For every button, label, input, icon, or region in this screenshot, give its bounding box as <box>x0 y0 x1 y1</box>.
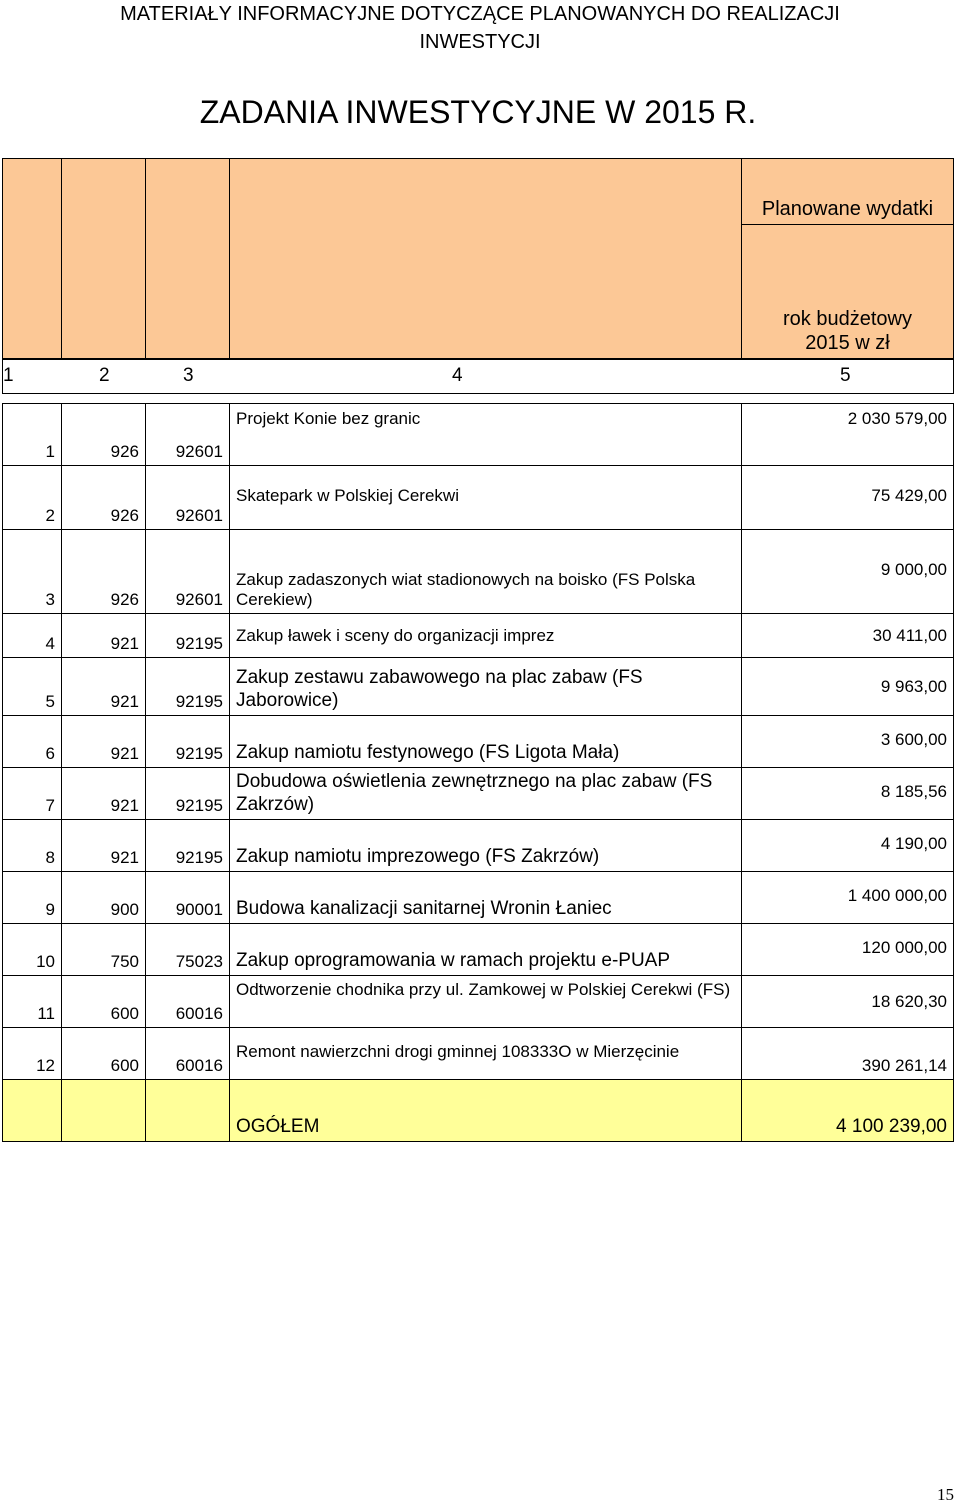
table-row <box>3 924 954 976</box>
cell-lp: 2 <box>3 466 62 530</box>
cell-kwota: 9 963,00 <box>742 658 954 716</box>
cell-nazwa: Zakup ławek i sceny do organizacji imprez <box>230 614 742 658</box>
budget-year-header <box>742 225 954 359</box>
cell-kwota: 9 000,00 <box>742 530 954 614</box>
cell-kwota: 2 030 579,00 <box>742 404 954 466</box>
cell-kwota: 390 261,14 <box>742 1028 954 1080</box>
total-label: OGÓŁEM <box>230 1080 742 1142</box>
cell-rozdz: 60016 <box>146 976 230 1028</box>
cell-kwota: 18 620,30 <box>742 976 954 1028</box>
cell-lp: 5 <box>3 658 62 716</box>
total-empty-cell <box>62 1080 146 1142</box>
cell-nazwa: Zakup oprogramowania w ramach projektu e-PUAP <box>230 924 742 976</box>
cell-rozdz: 92195 <box>146 614 230 658</box>
cell-rozdz: 75023 <box>146 924 230 976</box>
total-row <box>3 1080 954 1142</box>
col-number: 4 <box>452 365 463 386</box>
cell-nazwa: Budowa kanalizacji sanitarnej Wronin Łaniec <box>230 872 742 924</box>
cell-rozdz: 92601 <box>146 530 230 614</box>
cell-dzial: 921 <box>62 716 146 768</box>
table-row <box>3 768 954 820</box>
cell-lp: 9 <box>3 872 62 924</box>
spacer <box>3 394 954 404</box>
cell-nazwa: Projekt Konie bez granic <box>230 404 742 466</box>
cell-kwota: 75 429,00 <box>742 466 954 530</box>
cell-nazwa: Dobudowa oświetlenia zewnętrznego na plac zabaw (FS Zakrzów) <box>230 768 742 820</box>
cell-kwota: 30 411,00 <box>742 614 954 658</box>
header-line-2: INWESTYCJI <box>419 31 541 53</box>
budget-year-line-2: 2015 w zł <box>805 332 890 354</box>
cell-nazwa: Zakup zestawu zabawowego na plac zabaw (FS Jaborowice) <box>230 658 742 716</box>
cell-rozdz: 92601 <box>146 404 230 466</box>
table-row <box>3 872 954 924</box>
col-number: 1 <box>3 365 14 386</box>
header-line-1: MATERIAŁY INFORMACYJNE DOTYCZĄCE PLANOWANYCH DO REALIZACJI <box>120 3 840 25</box>
cell-lp: 8 <box>3 820 62 872</box>
total-empty-cell <box>146 1080 230 1142</box>
cell-kwota: 8 185,56 <box>742 768 954 820</box>
cell-nazwa: Zakup namiotu festynowego (FS Ligota Mała) <box>230 716 742 768</box>
table-row <box>3 820 954 872</box>
empty-header-cell <box>230 159 742 359</box>
cell-rozdz: 90001 <box>146 872 230 924</box>
budget-year-line-1: rok budżetowy <box>783 308 912 330</box>
cell-lp: 6 <box>3 716 62 768</box>
cell-lp: 11 <box>3 976 62 1028</box>
cell-rozdz: 92195 <box>146 716 230 768</box>
cell-nazwa: Zakup zadaszonych wiat stadionowych na boisko (FS Polska Cerekiew) <box>230 530 742 614</box>
cell-rozdz: 92195 <box>146 820 230 872</box>
col-number: 5 <box>840 365 851 386</box>
total-empty-cell <box>3 1080 62 1142</box>
cell-lp: 4 <box>3 614 62 658</box>
empty-header-cell <box>62 159 146 359</box>
col-number: 2 <box>99 365 110 386</box>
cell-kwota: 120 000,00 <box>742 924 954 976</box>
table-row <box>3 1028 954 1080</box>
cell-dzial: 926 <box>62 466 146 530</box>
cell-kwota: 1 400 000,00 <box>742 872 954 924</box>
document-header <box>0 0 960 56</box>
cell-nazwa: Odtworzenie chodnika przy ul. Zamkowej w Polskiej Cerekwi (FS) <box>230 976 742 1028</box>
cell-dzial: 926 <box>62 530 146 614</box>
cell-nazwa: Skatepark w Polskiej Cerekwi <box>230 466 742 530</box>
table-row <box>3 466 954 530</box>
cell-nazwa: Remont nawierzchni drogi gminnej 108333O w Mierzęcinie <box>230 1028 742 1080</box>
cell-rozdz: 92601 <box>146 466 230 530</box>
cell-dzial: 600 <box>62 976 146 1028</box>
planned-expenses-header: Planowane wydatki <box>742 159 954 225</box>
cell-dzial: 926 <box>62 404 146 466</box>
page-title: ZADANIA INWESTYCYJNE W 2015 R. <box>199 94 757 130</box>
table-row <box>3 716 954 768</box>
total-value: 4 100 239,00 <box>742 1080 954 1142</box>
cell-dzial: 900 <box>62 872 146 924</box>
cell-dzial: 600 <box>62 1028 146 1080</box>
cell-lp: 7 <box>3 768 62 820</box>
table-row <box>3 530 954 614</box>
table-row <box>3 976 954 1028</box>
col-number: 3 <box>183 365 194 386</box>
column-number-row <box>3 360 954 394</box>
cell-dzial: 921 <box>62 768 146 820</box>
empty-header-cell <box>3 159 62 359</box>
cell-dzial: 921 <box>62 658 146 716</box>
cell-lp: 1 <box>3 404 62 466</box>
cell-dzial: 921 <box>62 614 146 658</box>
cell-nazwa: Zakup namiotu imprezowego (FS Zakrzów) <box>230 820 742 872</box>
cell-kwota: 3 600,00 <box>742 716 954 768</box>
table-row <box>3 658 954 716</box>
cell-lp: 3 <box>3 530 62 614</box>
cell-lp: 12 <box>3 1028 62 1080</box>
investment-table <box>2 158 954 1142</box>
cell-rozdz: 92195 <box>146 658 230 716</box>
cell-dzial: 750 <box>62 924 146 976</box>
empty-header-cell <box>146 159 230 359</box>
page-number: 15 <box>937 1485 954 1504</box>
table-row <box>3 404 954 466</box>
table-row <box>3 614 954 658</box>
cell-rozdz: 60016 <box>146 1028 230 1080</box>
cell-dzial: 921 <box>62 820 146 872</box>
cell-lp: 10 <box>3 924 62 976</box>
cell-kwota: 4 190,00 <box>742 820 954 872</box>
cell-rozdz: 92195 <box>146 768 230 820</box>
